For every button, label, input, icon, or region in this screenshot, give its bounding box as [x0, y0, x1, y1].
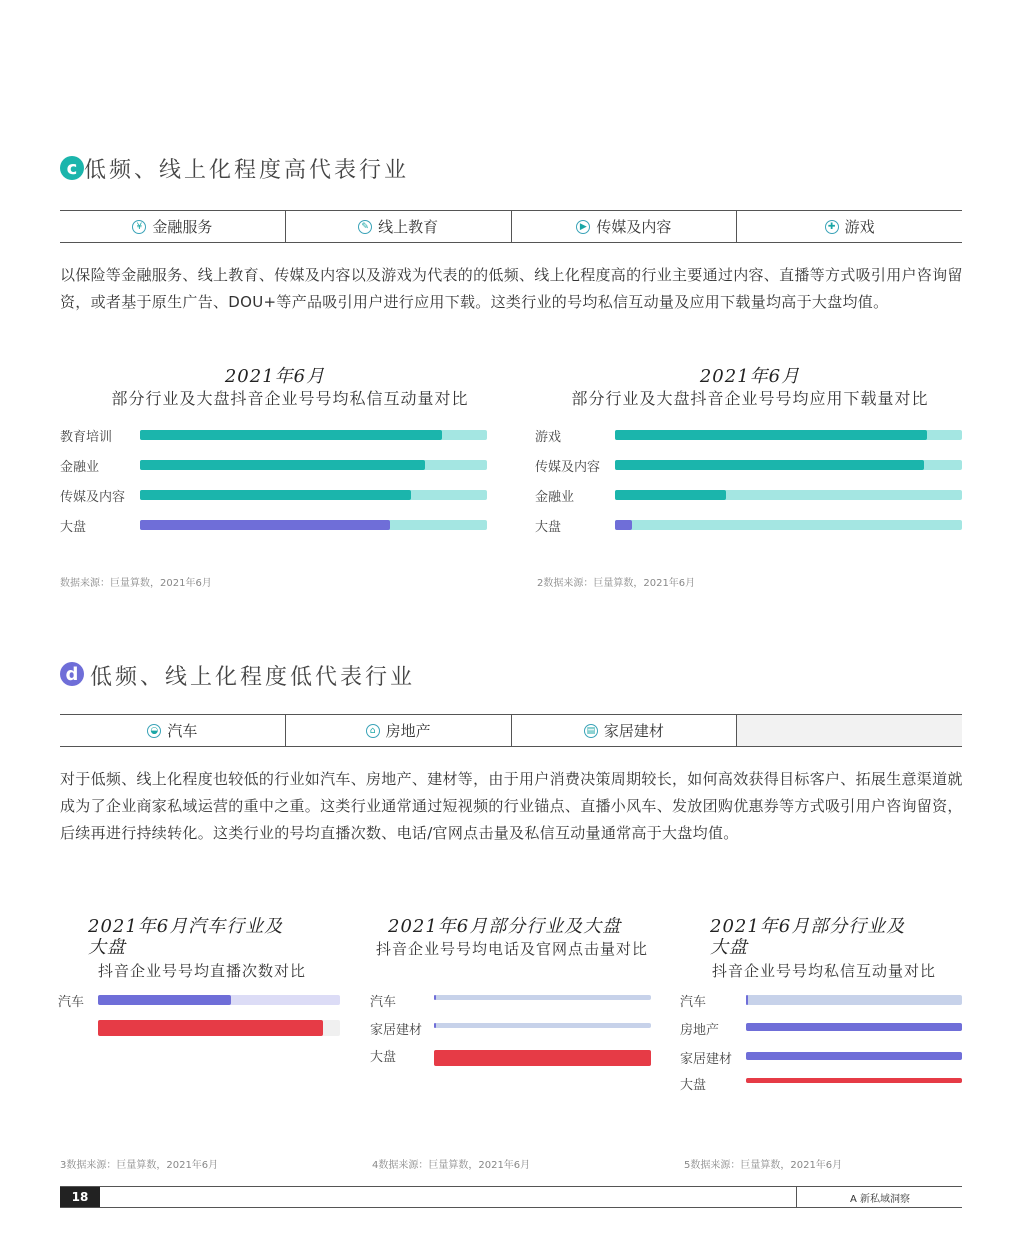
bar — [140, 520, 390, 530]
bar — [434, 995, 436, 1000]
chart-d1 — [58, 990, 342, 1110]
chart-d1-title2: 抖音企业号号均直播次数对比 — [98, 962, 307, 980]
bar — [615, 460, 924, 470]
chart-d2-source: 4数据来源：巨量算数，2021年6月 — [372, 1160, 531, 1171]
footer-rule — [60, 1186, 962, 1187]
bar — [434, 1050, 651, 1066]
bar-label: 房地产 — [680, 1023, 720, 1038]
tab-auto[interactable] — [60, 715, 286, 746]
bar — [746, 1023, 962, 1031]
tab-media[interactable] — [512, 211, 738, 242]
footer-right-text: A 新私域洞察 — [850, 1194, 911, 1205]
chart-c-right — [535, 420, 963, 550]
tab-empty — [737, 715, 962, 746]
tab-finance[interactable] — [60, 211, 286, 242]
car-icon: ◒ — [147, 724, 161, 738]
tab-label: 线上教育 — [378, 218, 439, 236]
bar-label: 汽车 — [58, 995, 85, 1010]
media-icon: ▶ — [576, 220, 590, 234]
bar — [615, 430, 927, 440]
bar-label: 大盘 — [370, 1050, 397, 1065]
bar — [140, 430, 442, 440]
bar-label: 金融业 — [60, 460, 100, 475]
sofa-icon: ▤ — [584, 724, 598, 738]
section-d-paragraph: 对于低频、线上化程度也较低的行业如汽车、房地产、建材等，由于用户消费决策周期较长，如何高效获得目标客户、拓展生意渠道就成为了企业商家私域运营的重中之重。这类行业通常通过短视频的行业锚点、直播小风车、发放团购优惠券等方式吸引用户咨询留资，后续再进行持续转化。这类行业的号均直播次数、电话/官网点击量及私信互动量通常高于大盘均值。 — [60, 770, 963, 842]
chart-d3-title2: 抖音企业号号均私信互动量对比 — [712, 962, 937, 980]
tab-label: 家居建材 — [603, 722, 664, 740]
section-c-badge: c — [60, 156, 84, 180]
tab-label: 传媒及内容 — [596, 218, 672, 236]
tab-label: 游戏 — [844, 218, 875, 236]
chart-d2-title2: 抖音企业号号均电话及官网点击量对比 — [376, 940, 649, 958]
chart-d1-title1a: 2021年6月汽车行业及 — [88, 916, 284, 937]
bar — [746, 1052, 962, 1060]
chart-d3-title1a: 2021年6月部分行业及 — [710, 916, 906, 937]
chart-c-right-title1: 2021年6月 — [699, 366, 801, 387]
bar-track — [434, 1023, 651, 1028]
chart-d3 — [680, 990, 963, 1110]
tab-games[interactable] — [737, 211, 962, 242]
section-c-paragraph: 以保险等金融服务、线上教育、传媒及内容以及游戏为代表的的低频、线上化程度高的行业主要通过内容、直播等方式吸引用户咨询留资，或者基于原生广告、DOU+等产品吸引用户进行应用下载。这类行业的号均私信互动量及应用下载量均高于大盘均值。 — [60, 266, 963, 311]
chart-d3-source: 5数据来源：巨量算数，2021年6月 — [684, 1160, 843, 1171]
section-d-title: 低频、线上化程度低代表行业 — [90, 665, 416, 690]
bar-label: 大盘 — [680, 1078, 707, 1093]
bar — [746, 995, 748, 1005]
house-icon: ⌂ — [366, 724, 380, 738]
tab-home-building[interactable] — [512, 715, 738, 746]
chart-d2 — [370, 990, 652, 1110]
bar-label: 汽车 — [370, 995, 397, 1010]
education-icon: ✎ — [358, 220, 372, 234]
footer-divider — [796, 1187, 797, 1207]
bar — [140, 460, 425, 470]
chart-d1-title1b: 大盘 — [88, 937, 126, 958]
bar-label: 传媒及内容 — [60, 490, 126, 505]
bar — [615, 490, 726, 500]
bar-label: 大盘 — [60, 520, 87, 535]
bar — [140, 490, 411, 500]
bar-label: 传媒及内容 — [535, 460, 601, 475]
bar-label: 家居建材 — [370, 1023, 423, 1038]
bar-track — [746, 995, 962, 1005]
tab-label: 汽车 — [167, 722, 198, 740]
chart-d3-title1b: 大盘 — [710, 937, 748, 958]
bar-label: 金融业 — [535, 490, 575, 505]
bar-label: 家居建材 — [680, 1052, 733, 1067]
tab-real-estate[interactable] — [286, 715, 512, 746]
section-c-tabs — [60, 210, 962, 243]
bar-label: 大盘 — [535, 520, 562, 535]
tab-label: 房地产 — [385, 722, 431, 740]
bar — [98, 1020, 323, 1036]
bar — [434, 1023, 436, 1028]
bar-label: 教育培训 — [60, 430, 113, 445]
gamepad-icon: ✚ — [825, 220, 839, 234]
chart-c-left — [60, 420, 490, 550]
bar-track — [615, 520, 962, 530]
bar — [98, 995, 231, 1005]
tab-label: 金融服务 — [152, 218, 213, 236]
chart-d1-source: 3数据来源：巨量算数，2021年6月 — [60, 1160, 219, 1171]
bar-label: 游戏 — [535, 430, 562, 445]
chart-d2-title1: 2021年6月部分行业及大盘 — [388, 916, 622, 937]
tab-online-education[interactable] — [286, 211, 512, 242]
bar — [615, 520, 632, 530]
bar-label: 汽车 — [680, 995, 707, 1010]
chart-c-left-title2: 部分行业及大盘抖音企业号号均私信互动量对比 — [111, 389, 469, 408]
page-number: 18 — [60, 1187, 100, 1207]
chart-c-left-title1: 2021年6月 — [224, 366, 326, 387]
bar-track — [434, 995, 651, 1000]
chart-c-right-source: 2数据来源：巨量算数，2021年6月 — [537, 578, 696, 589]
footer-rule-bottom — [60, 1207, 962, 1208]
chart-c-right-title2: 部分行业及大盘抖音企业号号均应用下载量对比 — [571, 389, 929, 408]
chart-c-left-source: 数据来源：巨量算数，2021年6月 — [60, 578, 212, 589]
section-c-title: 低频、线上化程度高代表行业 — [84, 158, 410, 183]
bar — [746, 1078, 962, 1083]
finance-icon: ¥ — [132, 220, 146, 234]
section-d-badge: d — [60, 662, 84, 686]
section-d-tabs — [60, 714, 962, 747]
